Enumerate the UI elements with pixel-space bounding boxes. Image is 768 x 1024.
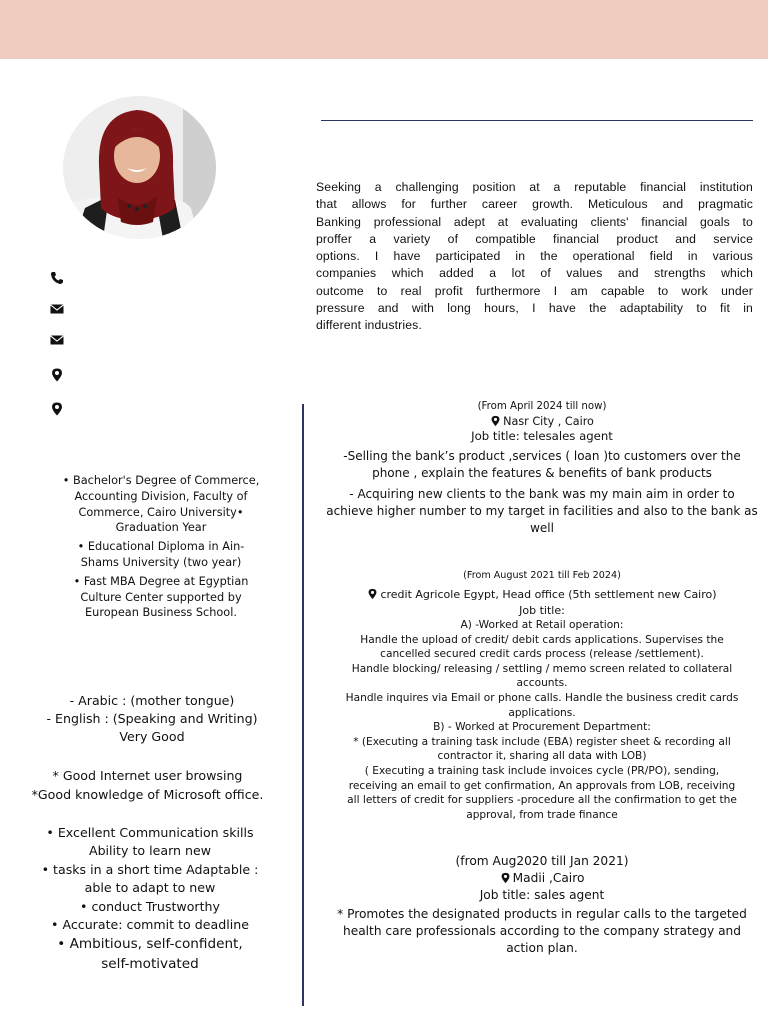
education-section xyxy=(50,473,272,624)
job-duties xyxy=(322,618,762,822)
experience-item xyxy=(322,569,762,822)
mail-icon xyxy=(50,333,64,347)
education-item xyxy=(50,539,272,571)
job-duties xyxy=(322,906,762,957)
location-pin-icon xyxy=(50,402,64,416)
education-line: Shams University (two year) xyxy=(80,555,242,569)
job-duty-line: accounts. xyxy=(516,677,568,690)
job-period: (From April 2024 till now) xyxy=(477,401,607,412)
education-line: • Educational Diploma in Ain- xyxy=(77,540,245,554)
job-duty-line: cancelled secured credit cards process (release /settlement). xyxy=(380,648,704,661)
job-duty-line: action plan. xyxy=(506,941,578,955)
job-duty-line: applications. xyxy=(508,706,576,719)
job-duty-line: receiving an email to get confirmation, An approvals from LOB, receiving xyxy=(348,779,736,792)
job-title: Job title: xyxy=(519,604,565,617)
job-location-row xyxy=(322,586,762,603)
education-line: Commerce, Cairo University• xyxy=(78,505,244,519)
job-duty-line: ( Executing a training task include invoices cycle (PR/PO), sending, xyxy=(364,764,720,777)
phone-icon xyxy=(50,271,64,285)
job-duty-line: health care professionals according to the company strategy and xyxy=(342,924,742,938)
languages-section xyxy=(22,692,282,746)
header-divider xyxy=(321,120,753,121)
location-pin-icon xyxy=(50,368,64,382)
summary-line: options. I have participated in the operational field in various xyxy=(316,249,753,264)
skill-line: able to adapt to new xyxy=(84,880,216,896)
job-location: credit Agricole Egypt, Head office (5th settlement new Cairo) xyxy=(380,588,717,601)
computer-skill-line: *Good knowledge of Microsoft office. xyxy=(31,786,264,802)
language-line: - Arabic : (mother tongue) xyxy=(69,693,235,708)
job-period: (from Aug2020 till Jan 2021) xyxy=(455,854,629,868)
summary-line: pressure and with long hours, I have the adaptability to fit in xyxy=(316,301,753,316)
location-pin-icon xyxy=(500,872,511,884)
job-period: (From August 2021 till Feb 2024) xyxy=(463,570,621,581)
job-duty-line: Handle blocking/ releasing / settling / memo screen related to collateral xyxy=(351,662,733,675)
skill-line: • Ambitious, self-confident, xyxy=(57,936,243,953)
job-duty-line: A) -Worked at Retail operation: xyxy=(460,619,624,631)
location-pin-icon xyxy=(490,415,501,427)
skill-line: self-motivated xyxy=(101,956,199,973)
education-item xyxy=(50,574,272,621)
education-line: • Fast MBA Degree at Egyptian xyxy=(73,574,249,588)
job-duty-line: Handle inquires via Email or phone calls. Handle the business credit cards xyxy=(345,691,739,704)
job-duty-line: phone , explain the features & benefits of bank products xyxy=(372,466,712,480)
job-duty-line: contractor it, sharing all data with LOB) xyxy=(437,750,647,763)
skill-line: • tasks in a short time Adaptable : xyxy=(41,861,259,877)
job-duty-line: Handle the upload of credit/ debit cards applications. Supervises the xyxy=(360,633,724,646)
skill-line: • Excellent Communication skills xyxy=(46,825,254,840)
education-line: • Bachelor's Degree of Commerce, xyxy=(62,474,260,487)
location-pin-icon xyxy=(367,588,378,600)
mail-icon xyxy=(50,302,64,316)
career-summary xyxy=(316,179,753,335)
experience-item xyxy=(322,400,762,537)
job-location: Nasr City , Cairo xyxy=(503,415,594,428)
job-duty-line: * (Executing a training task include (EBA) register sheet & recording all xyxy=(353,735,731,748)
job-duty-line: - Acquiring new clients to the bank was my main aim in order to xyxy=(349,487,735,501)
job-title: Job title: telesales agent xyxy=(471,429,613,443)
summary-line: different industries. xyxy=(316,318,422,333)
computer-skills-section xyxy=(10,767,285,804)
experience-item xyxy=(322,853,762,957)
job-location: Madii ,Cairo xyxy=(512,871,585,885)
skills-section xyxy=(18,824,282,974)
job-title: Job title: sales agent xyxy=(479,888,605,902)
job-location-row xyxy=(322,870,762,887)
job-duty-line: * Promotes the designated products in regular calls to the targeted xyxy=(337,907,747,921)
header-band xyxy=(0,0,768,59)
language-line: Very Good xyxy=(119,729,185,744)
summary-line: proffer a variety of compatible financial product and service xyxy=(316,231,753,246)
computer-skill-line: * Good Internet user browsing xyxy=(52,768,243,783)
education-line: Culture Center supported by xyxy=(80,590,242,604)
summary-line: Seeking a challenging position at a reputable financial institution xyxy=(316,180,753,194)
education-line: Graduation Year xyxy=(115,521,207,535)
profile-photo xyxy=(63,96,216,239)
job-duty-line: achieve higher number to my target in facilities and also to the bank as xyxy=(326,504,758,518)
column-divider xyxy=(302,404,304,1006)
skill-line: • Accurate: commit to deadline xyxy=(51,917,249,933)
job-duty-line: -Selling the bank’s product ,services ( loan )to customers over the xyxy=(343,449,741,463)
language-line: - English : (Speaking and Writing) xyxy=(46,711,258,726)
job-duty-line: well xyxy=(530,521,554,535)
job-duty-line: B) - Worked at Procurement Department: xyxy=(433,721,651,734)
job-duty-line: all letters of credit for suppliers -procedure all the confirmation to get the xyxy=(347,794,737,807)
education-line: Accounting Division, Faculty of xyxy=(74,489,248,503)
summary-line: Banking professional adept at evaluating clients' financial goals to xyxy=(316,214,753,229)
education-item xyxy=(50,473,272,536)
job-duty-line: approval, from trade finance xyxy=(466,808,618,821)
skill-line: • conduct Trustworthy xyxy=(80,898,220,914)
summary-line: companies which added a lot of values and strengths which xyxy=(316,266,753,281)
skill-line: Ability to learn new xyxy=(88,843,212,859)
summary-line: outcome to real profit furthermore I am capable to work under xyxy=(316,283,753,298)
job-location-row xyxy=(322,414,762,429)
summary-line: that allows for further career growth. Meticulous and pragmatic xyxy=(316,197,753,212)
education-line: European Business School. xyxy=(85,606,237,620)
